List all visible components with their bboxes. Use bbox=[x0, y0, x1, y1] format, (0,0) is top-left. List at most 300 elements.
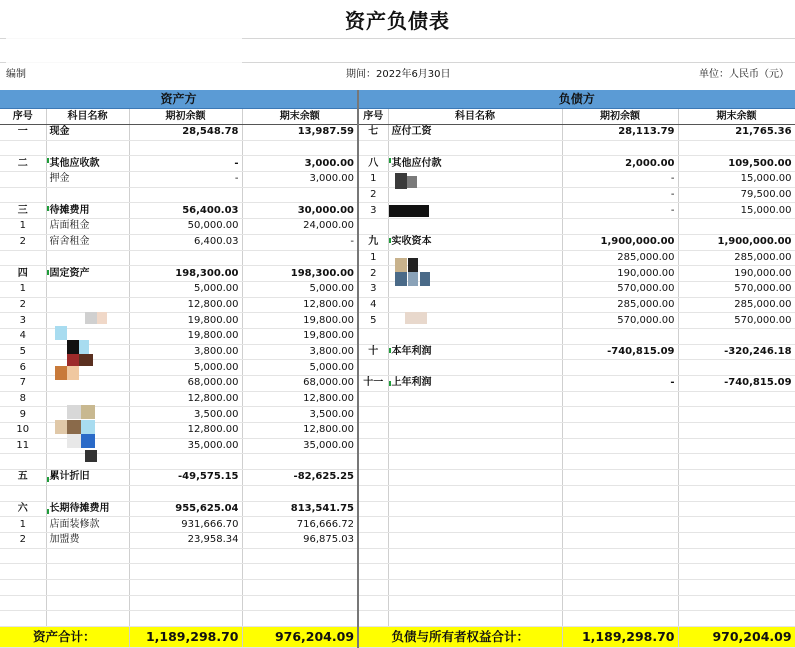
section-liabilities: 负债方 bbox=[358, 90, 795, 109]
asset-closing-balance-cell bbox=[242, 485, 358, 501]
liability-opening-balance-cell bbox=[562, 360, 678, 376]
table-row bbox=[0, 313, 795, 329]
asset-opening-balance-cell bbox=[129, 250, 242, 266]
liability-item-name-cell bbox=[388, 470, 562, 486]
liability-seq-cell bbox=[358, 391, 388, 407]
liability-item-name-cell bbox=[388, 595, 562, 611]
asset-seq-cell: 三 bbox=[0, 203, 46, 219]
asset-opening-balance-cell: 23,958.34 bbox=[129, 532, 242, 548]
liability-opening-balance-cell bbox=[562, 470, 678, 486]
liability-item-name-cell bbox=[388, 611, 562, 627]
asset-opening-balance-cell bbox=[129, 611, 242, 627]
redaction-mosaic bbox=[81, 434, 95, 448]
liability-opening-balance-cell bbox=[562, 328, 678, 344]
asset-seq-cell: 6 bbox=[0, 360, 46, 376]
total-row bbox=[0, 627, 795, 648]
asset-seq-cell: 1 bbox=[0, 219, 46, 235]
asset-opening-balance-cell: 5,000.00 bbox=[129, 281, 242, 297]
asset-opening-balance-cell bbox=[129, 187, 242, 203]
liability-closing-balance-cell: 570,000.00 bbox=[678, 281, 795, 297]
table-row bbox=[0, 501, 795, 517]
liability-opening-balance-cell bbox=[562, 438, 678, 454]
asset-item-name-cell: 店面装修款 bbox=[46, 517, 129, 533]
redaction-mosaic bbox=[407, 176, 417, 188]
asset-seq-cell bbox=[0, 579, 46, 595]
liability-seq-cell bbox=[358, 517, 388, 533]
col-closing: 期末余额 bbox=[678, 109, 795, 125]
liab-total-label: 负债与所有者权益合计： bbox=[358, 627, 562, 648]
redaction-mosaic bbox=[420, 272, 430, 286]
liability-seq-cell bbox=[358, 579, 388, 595]
liability-closing-balance-cell: -740,815.09 bbox=[678, 376, 795, 392]
col-item: 科目名称 bbox=[46, 109, 129, 125]
table-row bbox=[0, 376, 795, 392]
liab-total-closing: 970,204.09 bbox=[678, 627, 795, 648]
table-row bbox=[0, 125, 795, 141]
redaction-mosaic bbox=[405, 312, 427, 324]
asset-closing-balance-cell: 12,800.00 bbox=[242, 297, 358, 313]
asset-opening-balance-cell: 56,400.03 bbox=[129, 203, 242, 219]
asset-closing-balance-cell: 13,987.59 bbox=[242, 125, 358, 141]
asset-closing-balance-cell: 716,666.72 bbox=[242, 517, 358, 533]
liability-closing-balance-cell bbox=[678, 454, 795, 470]
asset-opening-balance-cell: 19,800.00 bbox=[129, 328, 242, 344]
liability-opening-balance-cell bbox=[562, 219, 678, 235]
asset-opening-balance-cell bbox=[129, 579, 242, 595]
asset-closing-balance-cell: 12,800.00 bbox=[242, 391, 358, 407]
liability-item-name-cell bbox=[388, 219, 562, 235]
redaction-mosaic bbox=[81, 405, 95, 419]
liability-seq-cell bbox=[358, 454, 388, 470]
section-assets: 资产方 bbox=[0, 90, 358, 109]
liability-item-name-cell: 其他应付款 bbox=[388, 156, 562, 172]
liability-opening-balance-cell bbox=[562, 595, 678, 611]
currency-label: 单位：人民币（元） bbox=[699, 69, 789, 80]
table-row bbox=[0, 407, 795, 423]
asset-closing-balance-cell: 3,500.00 bbox=[242, 407, 358, 423]
liability-seq-cell bbox=[358, 423, 388, 439]
asset-item-name-cell bbox=[46, 548, 129, 564]
liability-item-name-cell: 本年利润 bbox=[388, 344, 562, 360]
asset-closing-balance-cell bbox=[242, 454, 358, 470]
asset-opening-balance-cell bbox=[129, 548, 242, 564]
asset-opening-balance-cell: 198,300.00 bbox=[129, 266, 242, 282]
asset-opening-balance-cell bbox=[129, 140, 242, 156]
redaction-mosaic bbox=[85, 450, 97, 462]
liability-seq-cell: 七 bbox=[358, 125, 388, 141]
asset-opening-balance-cell: - bbox=[129, 172, 242, 188]
table-row bbox=[0, 470, 795, 486]
liability-seq-cell bbox=[358, 548, 388, 564]
liability-seq-cell: 1 bbox=[358, 250, 388, 266]
liability-closing-balance-cell bbox=[678, 611, 795, 627]
liability-closing-balance-cell bbox=[678, 485, 795, 501]
liability-opening-balance-cell: - bbox=[562, 187, 678, 203]
liability-opening-balance-cell: 2,000.00 bbox=[562, 156, 678, 172]
asset-seq-cell bbox=[0, 454, 46, 470]
asset-closing-balance-cell: 3,000.00 bbox=[242, 156, 358, 172]
asset-opening-balance-cell: 931,666.70 bbox=[129, 517, 242, 533]
asset-closing-balance-cell: 12,800.00 bbox=[242, 423, 358, 439]
asset-opening-balance-cell: 12,800.00 bbox=[129, 391, 242, 407]
liability-opening-balance-cell: - bbox=[562, 376, 678, 392]
asset-seq-cell: 7 bbox=[0, 376, 46, 392]
asset-opening-balance-cell: 19,800.00 bbox=[129, 313, 242, 329]
asset-item-name-cell bbox=[46, 187, 129, 203]
cell-marker bbox=[47, 477, 49, 482]
table-row bbox=[0, 219, 795, 235]
asset-item-name-cell: 现金 bbox=[46, 125, 129, 141]
liability-closing-balance-cell: 15,000.00 bbox=[678, 172, 795, 188]
asset-item-name-cell bbox=[46, 579, 129, 595]
liability-opening-balance-cell: - bbox=[562, 203, 678, 219]
asset-item-name-cell: 加盟费 bbox=[46, 532, 129, 548]
liab-total-opening: 1,189,298.70 bbox=[562, 627, 678, 648]
liability-seq-cell bbox=[358, 532, 388, 548]
liability-opening-balance-cell: 570,000.00 bbox=[562, 281, 678, 297]
asset-closing-balance-cell: 813,541.75 bbox=[242, 501, 358, 517]
liability-item-name-cell bbox=[388, 140, 562, 156]
liability-opening-balance-cell: 190,000.00 bbox=[562, 266, 678, 282]
liability-opening-balance-cell bbox=[562, 140, 678, 156]
liability-closing-balance-cell bbox=[678, 517, 795, 533]
table-row bbox=[0, 187, 795, 203]
asset-closing-balance-cell: 96,875.03 bbox=[242, 532, 358, 548]
redaction-mosaic bbox=[97, 312, 107, 324]
asset-opening-balance-cell: 12,800.00 bbox=[129, 297, 242, 313]
redaction-mosaic bbox=[55, 420, 67, 434]
redaction-mosaic bbox=[67, 405, 81, 419]
liability-item-name-cell bbox=[388, 579, 562, 595]
liability-seq-cell bbox=[358, 470, 388, 486]
liability-closing-balance-cell bbox=[678, 532, 795, 548]
liability-closing-balance-cell bbox=[678, 548, 795, 564]
liability-seq-cell bbox=[358, 407, 388, 423]
asset-seq-cell: 11 bbox=[0, 438, 46, 454]
asset-seq-cell bbox=[0, 187, 46, 203]
liability-seq-cell: 1 bbox=[358, 172, 388, 188]
liability-seq-cell bbox=[358, 328, 388, 344]
table-row bbox=[0, 297, 795, 313]
liability-seq-cell: 3 bbox=[358, 281, 388, 297]
asset-opening-balance-cell: 955,625.04 bbox=[129, 501, 242, 517]
liability-opening-balance-cell bbox=[562, 548, 678, 564]
liability-seq-cell bbox=[358, 485, 388, 501]
liability-opening-balance-cell bbox=[562, 423, 678, 439]
liability-item-name-cell bbox=[388, 407, 562, 423]
asset-closing-balance-cell: 19,800.00 bbox=[242, 328, 358, 344]
asset-opening-balance-cell: 5,000.00 bbox=[129, 360, 242, 376]
page-title: 资产负债表 bbox=[345, 9, 450, 33]
asset-closing-balance-cell bbox=[242, 250, 358, 266]
redaction-mosaic bbox=[395, 272, 407, 286]
asset-seq-cell: 六 bbox=[0, 501, 46, 517]
asset-closing-balance-cell bbox=[242, 611, 358, 627]
liability-seq-cell: 九 bbox=[358, 234, 388, 250]
liability-opening-balance-cell: 570,000.00 bbox=[562, 313, 678, 329]
liability-closing-balance-cell bbox=[678, 438, 795, 454]
asset-opening-balance-cell bbox=[129, 454, 242, 470]
asset-item-name-cell: 押金 bbox=[46, 172, 129, 188]
asset-item-name-cell bbox=[46, 595, 129, 611]
liability-closing-balance-cell: 21,765.36 bbox=[678, 125, 795, 141]
asset-opening-balance-cell bbox=[129, 595, 242, 611]
redaction-mosaic bbox=[55, 326, 67, 340]
asset-item-name-cell: 宿舍租金 bbox=[46, 234, 129, 250]
asset-seq-cell: 2 bbox=[0, 532, 46, 548]
cell-marker bbox=[389, 348, 391, 353]
asset-item-name-cell bbox=[46, 297, 129, 313]
liability-item-name-cell bbox=[388, 438, 562, 454]
asset-item-name-cell: 固定资产 bbox=[46, 266, 129, 282]
table-row bbox=[0, 423, 795, 439]
asset-seq-cell bbox=[0, 611, 46, 627]
asset-closing-balance-cell bbox=[242, 548, 358, 564]
asset-seq-cell: 一 bbox=[0, 125, 46, 141]
asset-closing-balance-cell: 30,000.00 bbox=[242, 203, 358, 219]
liability-opening-balance-cell: 285,000.00 bbox=[562, 297, 678, 313]
asset-seq-cell: 2 bbox=[0, 297, 46, 313]
liability-item-name-cell bbox=[388, 454, 562, 470]
asset-seq-cell: 9 bbox=[0, 407, 46, 423]
asset-seq-cell bbox=[0, 595, 46, 611]
liability-seq-cell: 2 bbox=[358, 187, 388, 203]
liability-seq-cell: 3 bbox=[358, 203, 388, 219]
assets-total-opening: 1,189,298.70 bbox=[129, 627, 242, 648]
redaction-mosaic bbox=[408, 258, 418, 272]
asset-item-name-cell bbox=[46, 250, 129, 266]
liability-item-name-cell bbox=[388, 328, 562, 344]
asset-closing-balance-cell: - bbox=[242, 234, 358, 250]
liability-opening-balance-cell: 285,000.00 bbox=[562, 250, 678, 266]
liability-seq-cell: 十 bbox=[358, 344, 388, 360]
table-row bbox=[0, 140, 795, 156]
asset-item-name-cell: 累计折旧 bbox=[46, 470, 129, 486]
liability-closing-balance-cell bbox=[678, 423, 795, 439]
redaction-mosaic bbox=[79, 354, 93, 366]
liability-seq-cell: 十一 bbox=[358, 376, 388, 392]
liability-opening-balance-cell bbox=[562, 407, 678, 423]
liability-opening-balance-cell: - bbox=[562, 172, 678, 188]
period-label: 期间：2022年6月30日 bbox=[346, 69, 451, 80]
asset-seq-cell: 1 bbox=[0, 281, 46, 297]
asset-closing-balance-cell bbox=[242, 140, 358, 156]
table-row bbox=[0, 611, 795, 627]
liability-item-name-cell bbox=[388, 485, 562, 501]
asset-closing-balance-cell bbox=[242, 564, 358, 580]
table-row bbox=[0, 595, 795, 611]
asset-seq-cell bbox=[0, 140, 46, 156]
asset-seq-cell: 1 bbox=[0, 517, 46, 533]
cell-marker bbox=[47, 509, 49, 514]
table-row bbox=[0, 234, 795, 250]
asset-item-name-cell: 长期待摊费用 bbox=[46, 501, 129, 517]
redaction-mosaic bbox=[85, 312, 97, 324]
asset-seq-cell bbox=[0, 172, 46, 188]
table-row bbox=[0, 360, 795, 376]
asset-closing-balance-cell: 198,300.00 bbox=[242, 266, 358, 282]
liability-opening-balance-cell: 28,113.79 bbox=[562, 125, 678, 141]
liability-closing-balance-cell bbox=[678, 595, 795, 611]
asset-seq-cell: 二 bbox=[0, 156, 46, 172]
cell-marker bbox=[389, 238, 391, 243]
asset-closing-balance-cell: 3,800.00 bbox=[242, 344, 358, 360]
table-row bbox=[0, 156, 795, 172]
liability-closing-balance-cell: 1,900,000.00 bbox=[678, 234, 795, 250]
liability-opening-balance-cell bbox=[562, 564, 678, 580]
liability-opening-balance-cell bbox=[562, 454, 678, 470]
redaction-mosaic bbox=[81, 420, 95, 434]
table-row bbox=[0, 579, 795, 595]
redaction-mosaic bbox=[79, 340, 89, 354]
redaction-mosaic bbox=[67, 420, 81, 434]
liability-seq-cell bbox=[358, 564, 388, 580]
col-seq: 序号 bbox=[0, 109, 46, 125]
redaction-mosaic bbox=[408, 272, 418, 286]
asset-opening-balance-cell bbox=[129, 485, 242, 501]
liability-closing-balance-cell bbox=[678, 328, 795, 344]
liability-opening-balance-cell bbox=[562, 611, 678, 627]
asset-opening-balance-cell: 12,800.00 bbox=[129, 423, 242, 439]
liability-closing-balance-cell bbox=[678, 470, 795, 486]
assets-total-label: 资产合计： bbox=[0, 627, 129, 648]
liability-opening-balance-cell bbox=[562, 579, 678, 595]
column-header-row bbox=[0, 109, 795, 125]
redaction-mosaic bbox=[67, 354, 79, 366]
asset-opening-balance-cell: 3,800.00 bbox=[129, 344, 242, 360]
section-header-row bbox=[0, 90, 795, 109]
asset-opening-balance-cell bbox=[129, 564, 242, 580]
liability-closing-balance-cell: 79,500.00 bbox=[678, 187, 795, 203]
liability-item-name-cell bbox=[388, 423, 562, 439]
assets-total-closing: 976,204.09 bbox=[242, 627, 358, 648]
liability-item-name-cell bbox=[388, 564, 562, 580]
liability-closing-balance-cell bbox=[678, 391, 795, 407]
asset-seq-cell bbox=[0, 564, 46, 580]
asset-seq-cell: 四 bbox=[0, 266, 46, 282]
table-row bbox=[0, 328, 795, 344]
asset-item-name-cell bbox=[46, 611, 129, 627]
liability-closing-balance-cell bbox=[678, 564, 795, 580]
table-row bbox=[0, 485, 795, 501]
liability-opening-balance-cell bbox=[562, 501, 678, 517]
liability-seq-cell bbox=[358, 219, 388, 235]
liability-seq-cell: 5 bbox=[358, 313, 388, 329]
liability-opening-balance-cell: 1,900,000.00 bbox=[562, 234, 678, 250]
liability-item-name-cell bbox=[388, 360, 562, 376]
col-closing: 期末余额 bbox=[242, 109, 358, 125]
asset-seq-cell bbox=[0, 485, 46, 501]
liability-opening-balance-cell bbox=[562, 532, 678, 548]
table-row bbox=[0, 454, 795, 470]
asset-item-name-cell: 其他应收款 bbox=[46, 156, 129, 172]
asset-opening-balance-cell: - bbox=[129, 156, 242, 172]
liability-seq-cell bbox=[358, 501, 388, 517]
asset-opening-balance-cell: 6,400.03 bbox=[129, 234, 242, 250]
asset-closing-balance-cell: 35,000.00 bbox=[242, 438, 358, 454]
liability-closing-balance-cell bbox=[678, 360, 795, 376]
redaction-mosaic bbox=[67, 366, 79, 380]
redaction-mosaic bbox=[67, 434, 81, 448]
asset-opening-balance-cell: 50,000.00 bbox=[129, 219, 242, 235]
table-row bbox=[0, 564, 795, 580]
liability-item-name-cell: 实收资本 bbox=[388, 234, 562, 250]
redaction-mosaic bbox=[395, 258, 407, 272]
info-bar bbox=[0, 64, 795, 86]
liability-seq-cell: 八 bbox=[358, 156, 388, 172]
table-row bbox=[0, 517, 795, 533]
liability-item-name-cell: 应付工资 bbox=[388, 125, 562, 141]
asset-closing-balance-cell bbox=[242, 187, 358, 203]
asset-closing-balance-cell: 24,000.00 bbox=[242, 219, 358, 235]
liability-closing-balance-cell: 109,500.00 bbox=[678, 156, 795, 172]
liability-item-name-cell bbox=[388, 297, 562, 313]
liability-item-name-cell: 上年利润 bbox=[388, 376, 562, 392]
asset-seq-cell bbox=[0, 250, 46, 266]
asset-opening-balance-cell: -49,575.15 bbox=[129, 470, 242, 486]
asset-item-name-cell: 待摊费用 bbox=[46, 203, 129, 219]
liability-item-name-cell bbox=[388, 532, 562, 548]
asset-seq-cell: 4 bbox=[0, 328, 46, 344]
asset-seq-cell: 10 bbox=[0, 423, 46, 439]
liability-item-name-cell bbox=[388, 391, 562, 407]
asset-seq-cell: 五 bbox=[0, 470, 46, 486]
col-opening: 期初余额 bbox=[562, 109, 678, 125]
asset-closing-balance-cell: 5,000.00 bbox=[242, 360, 358, 376]
liability-closing-balance-cell bbox=[678, 140, 795, 156]
cell-marker bbox=[47, 158, 49, 163]
redaction-mosaic bbox=[395, 173, 407, 189]
liability-item-name-cell bbox=[388, 548, 562, 564]
liability-seq-cell bbox=[358, 595, 388, 611]
liability-seq-cell bbox=[358, 140, 388, 156]
asset-opening-balance-cell: 28,548.78 bbox=[129, 125, 242, 141]
liability-closing-balance-cell: -320,246.18 bbox=[678, 344, 795, 360]
liability-item-name-cell bbox=[388, 187, 562, 203]
asset-closing-balance-cell: -82,625.25 bbox=[242, 470, 358, 486]
asset-item-name-cell bbox=[46, 281, 129, 297]
liability-opening-balance-cell: -740,815.09 bbox=[562, 344, 678, 360]
asset-seq-cell: 8 bbox=[0, 391, 46, 407]
liability-item-name-cell bbox=[388, 517, 562, 533]
liability-closing-balance-cell: 15,000.00 bbox=[678, 203, 795, 219]
asset-opening-balance-cell: 35,000.00 bbox=[129, 438, 242, 454]
asset-seq-cell: 5 bbox=[0, 344, 46, 360]
liability-closing-balance-cell bbox=[678, 219, 795, 235]
liability-opening-balance-cell bbox=[562, 391, 678, 407]
liability-closing-balance-cell: 285,000.00 bbox=[678, 250, 795, 266]
asset-seq-cell bbox=[0, 548, 46, 564]
col-seq: 序号 bbox=[358, 109, 388, 125]
table-row bbox=[0, 438, 795, 454]
table-row bbox=[0, 548, 795, 564]
liability-closing-balance-cell: 285,000.00 bbox=[678, 297, 795, 313]
asset-opening-balance-cell: 3,500.00 bbox=[129, 407, 242, 423]
liability-item-name-cell bbox=[388, 501, 562, 517]
cell-marker bbox=[47, 270, 49, 275]
asset-item-name-cell bbox=[46, 485, 129, 501]
asset-seq-cell: 2 bbox=[0, 234, 46, 250]
redaction-mosaic bbox=[55, 366, 67, 380]
redaction-mosaic bbox=[67, 340, 79, 354]
liability-closing-balance-cell: 570,000.00 bbox=[678, 313, 795, 329]
liability-opening-balance-cell bbox=[562, 517, 678, 533]
asset-closing-balance-cell: 5,000.00 bbox=[242, 281, 358, 297]
asset-closing-balance-cell: 19,800.00 bbox=[242, 313, 358, 329]
liability-seq-cell: 4 bbox=[358, 297, 388, 313]
asset-seq-cell: 3 bbox=[0, 313, 46, 329]
liability-seq-cell bbox=[358, 360, 388, 376]
